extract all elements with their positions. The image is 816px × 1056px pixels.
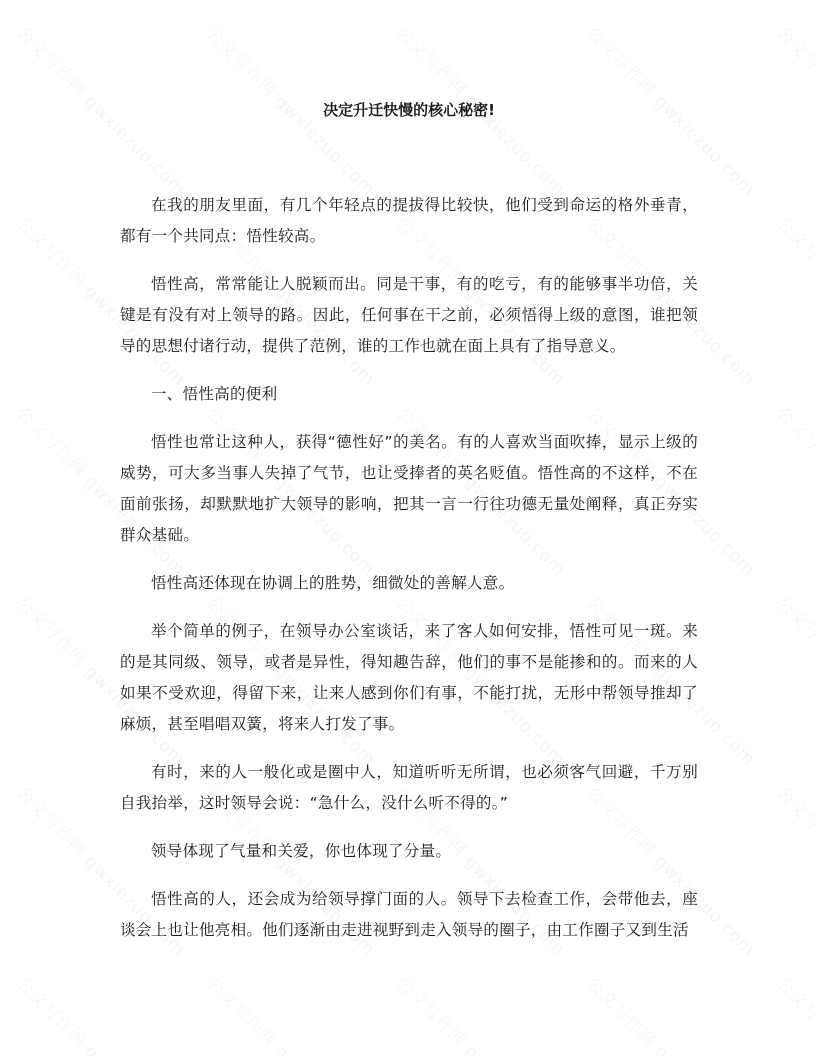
- section-heading: 一、悟性高的便利: [151, 385, 278, 403]
- paragraph: 领导体现了气量和关爱，你也体现了分量。: [151, 842, 452, 860]
- watermark: [202, 970, 382, 1056]
- paragraph: 有时，来的人一般化或是圈中人，知道听听无所谓，也必须客气回避，千万别自我抬举，这时领导会说：“急什么，没什么听不得的。”: [120, 763, 698, 812]
- paragraph: 悟性也常让这种人，获得“德性好”的美名。有的人喜欢当面吹捧，显示上级的威势，可大多当事人失掉了气节，也让受捧者的英名贬值。悟性高的不这样，不在面前张扬，却默默地扩大领导的影响，把其一言一行往功德无量处阐释，真正夯实群众基础。: [120, 433, 698, 544]
- paragraph: 悟性高还体现在协调上的胜势，细微处的善解人意。: [151, 574, 515, 592]
- watermark: [772, 210, 816, 390]
- paragraph: 悟性高，常常能让人脱颖而出。同是干事，有的吃亏，有的能够事半功倍，关键是有没有对上领导的路。因此，任何事在干之前，必须悟得上级的意图，谁把领导的思想付诸行动，提供了范例，谁的工作也就在面上具有了指导意义。: [120, 275, 698, 355]
- watermark: [772, 590, 816, 770]
- watermark: [582, 970, 762, 1056]
- watermark: [772, 780, 816, 960]
- paragraph: 悟性高的人，还会成为给领导撑门面的人。领导下去检查工作，会带他去，座谈会上也让他亮相。他们逐渐由走进视野到走入领导的圈子，由工作圈子又到生活: [120, 890, 698, 939]
- watermark: [392, 970, 572, 1056]
- paragraph: 在我的朋友里面，有几个年轻点的提拔得比较快，他们受到命运的格外垂青，都有一个共同点：悟性较高。: [120, 196, 698, 245]
- document-body: [120, 96, 698, 963]
- watermark: [772, 20, 816, 200]
- document-title: 决定升迁快慢的核心秘密!: [323, 101, 495, 119]
- watermark: [772, 970, 816, 1056]
- watermark: [772, 400, 816, 580]
- paragraph: 举个简单的例子，在领导办公室谈话，来了客人如何安排，悟性可见一斑。来的是其同级、领导，或者是异性，得知趣告辞，他们的事不是能掺和的。而来的人如果不受欢迎，得留下来，让来人感到你们有事，不能打扰，无形中帮领导推却了麻烦，甚至唱唱双簧，将来人打发了事。: [120, 622, 698, 733]
- watermark: [12, 970, 192, 1056]
